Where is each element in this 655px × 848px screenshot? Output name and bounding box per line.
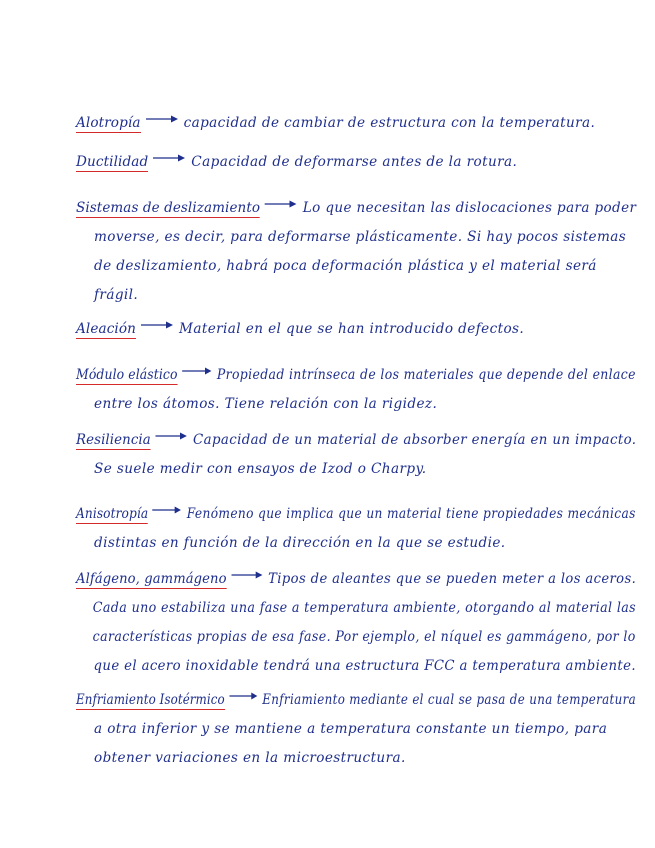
definition-text: capacidad de cambiar de estructura con la temperatura. [183,115,596,131]
definition-line [76,367,636,385]
term-label: Sistemas de deslizamiento [76,200,261,216]
definition-line [76,692,637,710]
definition-line [76,506,636,524]
definition-line [76,723,611,739]
definition-line [76,398,611,414]
definition-text: Capacidad de deformarse antes de la rotura. [191,154,518,170]
right-arrow-icon [228,691,258,705]
definition-entry [76,506,636,566]
definition-line [76,260,611,276]
term-label: Aleación [76,321,137,337]
definition-text: de deslizamiento, habrá poca deformación plástica y el material será [94,258,597,274]
definition-line [76,537,611,553]
definition-text: Cada uno estabiliza una fase a temperatura ambiente, otorgando al material las [92,600,637,616]
definition-line [76,658,636,676]
definition-entry [76,367,636,427]
definition-text: distintas en función de la dirección en la que se estudie. [94,535,506,551]
definition-text: Propiedad intrínseca de los materiales que depende del enlace [216,367,636,383]
definition-line [76,463,611,479]
definition-text: entre los átomos. Tiene relación con la rigidez. [94,396,438,412]
right-arrow-icon [152,153,186,167]
definition-line [76,323,611,339]
definition-line [76,229,627,247]
definition-text: frágil. [94,287,139,303]
definition-text: Lo que necesitan las dislocaciones para poder [302,200,637,216]
definition-entry [76,692,637,781]
definition-text: moverse, es decir, para deformarse plásticamente. Si hay pocos sistemas [94,229,627,245]
right-arrow-icon [145,114,179,128]
right-arrow-icon [152,505,182,519]
term-label: Alfágeno, gammágeno [76,571,227,587]
definition-line [76,600,637,618]
definition-text: Material en el que se han introducido defectos. [179,321,525,337]
definition-line [76,571,637,589]
right-arrow-icon [230,570,263,584]
term-label: Alotropía [76,115,141,131]
definition-text: Capacidad de un material de absorber energía en un impacto. [192,432,637,448]
definition-line [76,629,636,647]
definition-text: obtener variaciones en la microestructura. [94,750,406,766]
definition-text: características propias de esa fase. Por ejemplo, el níquel es gammágeno, por lo [92,629,636,645]
definition-entry [76,571,637,689]
definition-text: que el acero inoxidable tendrá una estructura FCC a temperatura ambiente. [93,658,636,674]
definition-entry [76,117,611,146]
definition-entry [76,323,611,352]
definition-line [76,156,611,172]
definition-text: Enfriamiento mediante el cual se pasa de una temperatura [262,692,637,708]
definition-line [76,432,637,450]
definition-line [76,117,611,133]
right-arrow-icon [140,320,174,334]
term-label: Enfriamiento Isotérmico [76,692,225,708]
definition-line [76,752,611,768]
definition-line [76,289,611,305]
definition-entry [76,432,637,492]
definition-entry [76,200,637,318]
right-arrow-icon [155,431,188,445]
definition-text: a otra inferior y se mantiene a temperatura constante un tiempo, para [94,721,608,737]
definition-text: Se suele medir con ensayos de Izod o Charpy. [94,461,427,477]
definition-text: Tipos de aleantes que se pueden meter a los aceros. [268,571,637,587]
term-label: Ductilidad [76,154,149,170]
term-label: Módulo elástico [76,367,178,383]
right-arrow-icon [264,199,298,213]
definition-text: Fenómeno que implica que un material tiene propiedades mecánicas [186,506,636,522]
definition-entry [76,156,611,185]
term-label: Anisotropía [76,506,149,522]
definition-line [76,200,637,218]
right-arrow-icon [181,366,212,380]
term-label: Resiliencia [76,432,151,448]
